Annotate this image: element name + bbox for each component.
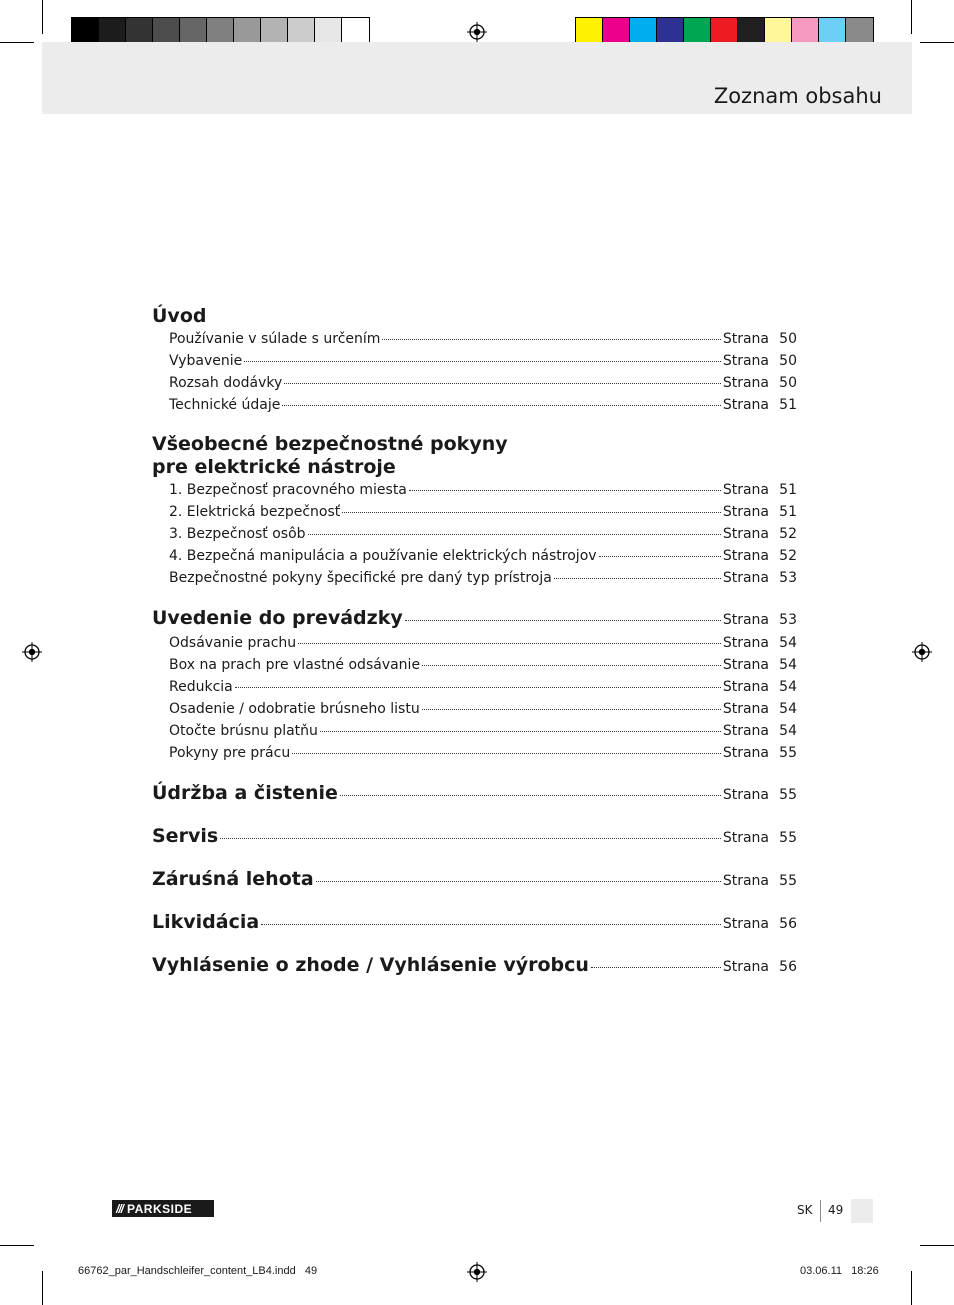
toc-entry[interactable]: [152, 720, 797, 742]
page-label: Strana: [722, 830, 769, 846]
page-number: 54: [779, 679, 797, 695]
page-number: 51: [779, 504, 797, 520]
toc-section-likvidacia: [152, 910, 797, 936]
registration-mark-icon: [22, 642, 42, 662]
toc-entry[interactable]: [152, 567, 797, 589]
page-title: Zoznam obsahu: [713, 84, 882, 108]
page-label: Strana: [722, 959, 769, 975]
page-label: Strana: [722, 635, 769, 651]
page-number: 55: [779, 830, 797, 846]
crop-mark: [42, 0, 43, 34]
registration-mark-icon: [912, 642, 932, 662]
page-number: 56: [779, 916, 797, 932]
dot-leader: [292, 753, 721, 754]
toc-section-servis: [152, 824, 797, 850]
entry-title: Technické údaje: [169, 397, 281, 413]
page-label: Strana: [722, 570, 769, 586]
footer-divider: [820, 1200, 821, 1222]
crop-mark: [911, 1271, 912, 1305]
entry-title: 4. Bezpečná manipulácia a používanie elektrických nástrojov: [169, 548, 597, 564]
page-label: Strana: [722, 723, 769, 739]
slug-date: 03.06.11 18:26: [800, 1265, 879, 1277]
section-heading: Údržba a čistenie: [152, 782, 338, 804]
dot-leader: [235, 687, 721, 688]
page-label: Strana: [722, 873, 769, 889]
page-number: 51: [779, 397, 797, 413]
entry-title: Otočte brúsnu platňu: [169, 723, 318, 739]
section-heading: Všeobecné bezpečnostné pokyny: [152, 433, 508, 455]
toc-main-entry[interactable]: [152, 910, 797, 936]
toc-main-entry[interactable]: [152, 953, 797, 979]
page-number: 55: [779, 745, 797, 761]
page-label: Strana: [722, 701, 769, 717]
page-number: 54: [779, 723, 797, 739]
language-code: SK: [797, 1203, 813, 1217]
toc-main-entry[interactable]: [152, 824, 797, 850]
page-label: Strana: [722, 397, 769, 413]
page-label: Strana: [722, 916, 769, 932]
entry-title: 1. Bezpečnosť pracovného miesta: [169, 482, 407, 498]
page-number: 52: [779, 548, 797, 564]
toc-entry[interactable]: [152, 676, 797, 698]
toc-main-entry[interactable]: [152, 867, 797, 893]
toc-entry[interactable]: [152, 328, 797, 350]
page-number: 53: [779, 570, 797, 586]
entry-title: Odsávanie prachu: [169, 635, 297, 651]
dot-leader: [261, 924, 721, 925]
toc-section-bezpecnost: [152, 433, 797, 589]
table-of-contents: [152, 305, 797, 996]
page-number: 54: [779, 701, 797, 717]
crop-mark: [911, 0, 912, 34]
page-number: 55: [779, 873, 797, 889]
page-label: Strana: [722, 504, 769, 520]
dot-leader: [382, 339, 720, 340]
entry-title: Bezpečnostné pokyny špecifické pre daný typ prístroja: [169, 570, 552, 586]
entry-title: 3. Bezpečnosť osôb: [169, 526, 306, 542]
footer-tab: [851, 1199, 873, 1223]
page-label: Strana: [722, 787, 769, 803]
logo-stripes: ///: [116, 1201, 124, 1216]
dot-leader: [340, 795, 721, 796]
toc-section-uvod: [152, 305, 797, 416]
dot-leader: [282, 405, 720, 406]
toc-main-entry[interactable]: [152, 606, 797, 632]
parkside-logo: [112, 1200, 214, 1217]
slug-filename: 66762_par_Handschleifer_content_LB4.indd 49: [78, 1265, 318, 1277]
dot-leader: [284, 383, 721, 384]
toc-entry[interactable]: [152, 394, 797, 416]
section-heading: Záruśná lehota: [152, 868, 314, 890]
registration-mark-icon: [467, 22, 487, 42]
crop-mark: [0, 42, 34, 43]
toc-section-zaruka: [152, 867, 797, 893]
dot-leader: [244, 361, 721, 362]
toc-entry[interactable]: [152, 654, 797, 676]
page-number: 52: [779, 526, 797, 542]
dot-leader: [422, 709, 721, 710]
page-number: 54: [779, 657, 797, 673]
page-label: Strana: [722, 353, 769, 369]
toc-entry[interactable]: [152, 632, 797, 654]
entry-title: Rozsah dodávky: [169, 375, 283, 391]
page-number: 50: [779, 353, 797, 369]
entry-title: Používanie v súlade s určením: [169, 331, 381, 347]
toc-entry[interactable]: [152, 742, 797, 764]
section-heading: Servis: [152, 825, 219, 847]
section-heading: pre elektrické nástroje: [152, 456, 396, 478]
entry-title: 2. Elektrická bezpečnosť: [169, 504, 341, 520]
crop-mark: [920, 42, 954, 43]
page-number: 50: [779, 331, 797, 347]
toc-entry[interactable]: [152, 523, 797, 545]
page-label: Strana: [722, 548, 769, 564]
page-label: Strana: [722, 745, 769, 761]
section-heading: Úvod: [152, 305, 207, 327]
dot-leader: [298, 643, 721, 644]
page-label: Strana: [722, 331, 769, 347]
toc-section-uvedenie: [152, 606, 797, 764]
page-number: 54: [779, 635, 797, 651]
dot-leader: [316, 881, 721, 882]
toc-entry[interactable]: [152, 372, 797, 394]
page-label: Strana: [722, 526, 769, 542]
toc-entry[interactable]: [152, 479, 797, 501]
registration-mark-icon: [467, 1262, 487, 1282]
page-number: 56: [779, 959, 797, 975]
crop-mark: [42, 1271, 43, 1305]
entry-title: Box na prach pre vlastné odsávanie: [169, 657, 421, 673]
page-label: Strana: [722, 482, 769, 498]
section-heading: Vyhlásenie o zhode / Vyhlásenie výrobcu: [152, 954, 589, 976]
logo-text: PARKSIDE: [127, 1201, 193, 1216]
page-label: Strana: [722, 612, 769, 628]
page-label: Strana: [722, 679, 769, 695]
toc-entry[interactable]: [152, 698, 797, 720]
dot-leader: [599, 556, 721, 557]
dot-leader: [422, 665, 721, 666]
dot-leader: [220, 838, 721, 839]
page-number: 55: [779, 787, 797, 803]
entry-title: Pokyny pre prácu: [169, 745, 291, 761]
dot-leader: [591, 967, 721, 968]
dot-leader: [320, 731, 721, 732]
crop-mark: [920, 1245, 954, 1246]
page-label: Strana: [722, 657, 769, 673]
toc-entry[interactable]: [152, 501, 797, 523]
page-number: 50: [779, 375, 797, 391]
dot-leader: [342, 512, 721, 513]
toc-entry[interactable]: [152, 350, 797, 372]
page-number: 51: [779, 482, 797, 498]
toc-section-udrzba: [152, 781, 797, 807]
dot-leader: [554, 578, 721, 579]
entry-title: Redukcia: [169, 679, 233, 695]
page-number: 53: [779, 612, 797, 628]
page-label: Strana: [722, 375, 769, 391]
toc-section-vyhlasenie: [152, 953, 797, 979]
dot-leader: [405, 620, 721, 621]
entry-title: Osadenie / odobratie brúsneho listu: [169, 701, 420, 717]
section-heading: Uvedenie do prevádzky: [152, 607, 403, 629]
dot-leader: [308, 534, 721, 535]
entry-title: Vybavenie: [169, 353, 243, 369]
page-number-footer: 49: [828, 1203, 844, 1217]
toc-main-entry[interactable]: [152, 781, 797, 807]
section-heading: Likvidácia: [152, 911, 260, 933]
toc-entry[interactable]: [152, 545, 797, 567]
dot-leader: [409, 490, 721, 491]
crop-mark: [0, 1245, 34, 1246]
